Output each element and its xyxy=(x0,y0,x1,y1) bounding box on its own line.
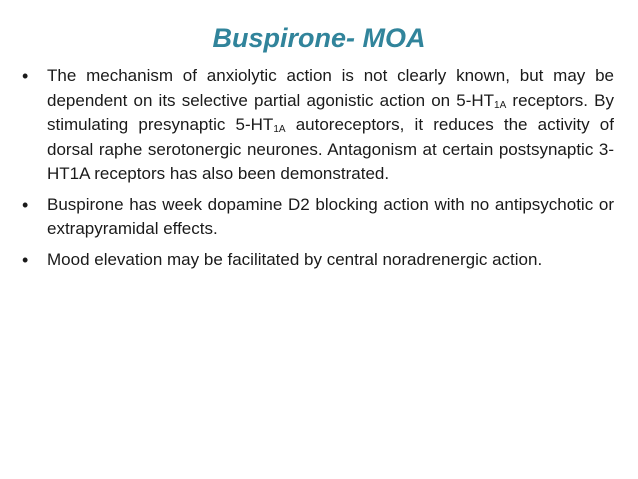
bullet-list xyxy=(22,64,614,278)
slide-title: Buspirone- MOA xyxy=(212,23,426,53)
subscript: 1A xyxy=(494,99,507,111)
bullet-item-mood xyxy=(22,248,614,273)
bullet-text: receptors. By stimulating presynaptic 5-HT xyxy=(47,90,614,134)
bullet-text: Mood elevation may be facilitated by central noradrenergic action. xyxy=(47,249,543,269)
bullet-item-dopamine xyxy=(22,193,614,242)
bullet-text: The mechanism of anxiolytic action is not clearly known, but may be dependent on its selective partial agonistic action on 5-HT xyxy=(47,66,614,110)
subscript: 1A xyxy=(273,124,286,135)
bullet-text: autoreceptors, it reduces the activity of dorsal raphe serotonergic neurones. Antagonism at certain postsynaptic 3-HT1A receptors has also been demonstrated. xyxy=(47,115,614,183)
bullet-item-mechanism xyxy=(22,64,614,187)
bullet-text: Buspirone has week dopamine D2 blocking action with no antipsychotic or extrapyramidal effects. xyxy=(47,194,614,238)
